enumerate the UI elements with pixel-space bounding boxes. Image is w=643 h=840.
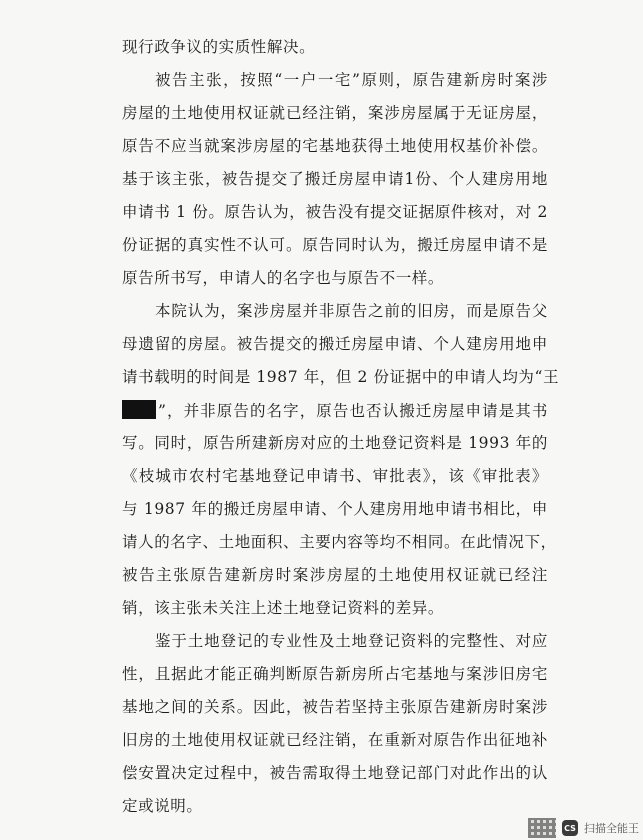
text-line: 基地之间的关系。因此，被告若坚持主张原告建新房时案涉 xyxy=(122,698,548,716)
redaction-block xyxy=(122,400,156,419)
text-line: 基于该主张，被告提交了搬迁房屋申请1份、个人建房用地 xyxy=(122,170,548,188)
text-line: 份证据的真实性不认可。原告同时认为，搬迁房屋申请不是 xyxy=(122,236,548,254)
text-line: 写。同时，原告所建新房对应的土地登记资料是 1993 年的 xyxy=(122,434,548,452)
scanner-watermark xyxy=(528,818,639,838)
text-line: 母遗留的房屋。被告提交的搬迁房屋申请、个人建房用地申 xyxy=(122,335,548,353)
text-line: ”，并非原告的名字，原告也否认搬迁房屋申请是其书 xyxy=(158,402,548,420)
text-line: 《枝城市农村宅基地登记申请书、审批表》，该《审批表》 xyxy=(122,467,548,485)
text-line: 销，该主张未关注上述土地登记资料的差异。 xyxy=(122,599,445,617)
text-line: 定或说明。 xyxy=(122,797,203,815)
text-line: 原告所书写，申请人的名字也与原告不一样。 xyxy=(122,269,445,287)
text-line: 请书载明的时间是 1987 年，但 2 份证据中的申请人均为“王 xyxy=(122,368,560,386)
text-line: 鉴于土地登记的专业性及土地登记资料的完整性、对应 xyxy=(155,632,548,650)
text-line: 现行政争议的实质性解决。 xyxy=(122,38,316,56)
brand-label: 扫描全能王 xyxy=(584,822,639,835)
text-line: 房屋的土地使用权证就已经注销，案涉房屋属于无证房屋， xyxy=(122,104,548,122)
text-line: 被告主张，按照“一户一宅”原则，原告建新房时案涉 xyxy=(155,71,548,89)
text-line: 本院认为，案涉房屋并非原告之前的旧房，而是原告父 xyxy=(155,302,548,320)
text-line: 偿安置决定过程中，被告需取得土地登记部门对此作出的认 xyxy=(122,764,548,782)
text-line-redacted xyxy=(122,400,548,421)
text-line: 与 1987 年的搬迁房屋申请、个人建房用地申请书相比，申 xyxy=(122,500,548,518)
cs-logo-icon: CS xyxy=(562,820,578,836)
text-line: 旧房的土地使用权证就已经注销，在重新对原告作出征地补 xyxy=(122,731,548,749)
text-line: 请人的名字、土地面积、主要内容等均不相同。在此情况下， xyxy=(122,533,557,551)
text-line: 申请书 1 份。原告认为，被告没有提交证据原件核对，对 2 xyxy=(122,203,548,221)
text-line: 原告不应当就案涉房屋的宅基地获得土地使用权基价补偿。 xyxy=(122,137,548,155)
text-line: 被告主张原告建新房时案涉房屋的土地使用权证就已经注 xyxy=(122,566,548,584)
text-line: 性，且据此才能正确判断原告新房所占宅基地与案涉旧房宅 xyxy=(122,665,548,683)
qr-code-icon xyxy=(528,818,556,838)
